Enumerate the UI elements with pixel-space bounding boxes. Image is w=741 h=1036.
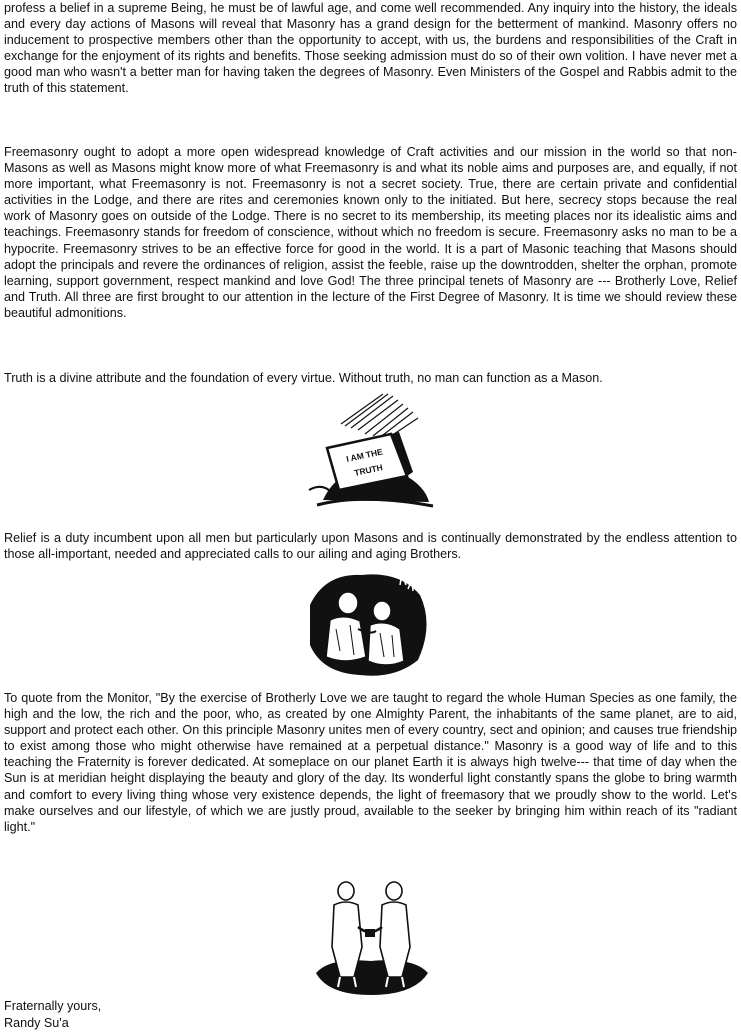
paragraph-relief: Relief is a duty incumbent upon all men but particularly upon Masons and is continually demonstrated by the endless attention to those all-important, needed and appreciated calls to our ailing and aging Brothers. — [4, 531, 737, 562]
closing-salutation: Fraternally yours, — [4, 999, 102, 1013]
paragraph-brotherly-love: To quote from the Monitor, "By the exercise of Brotherly Love we are taught to regard the whole Human Species as one family, the high and the low, the rich and the poor, who, as created by one Almighty Parent, the inhabitants of the same planet, are to aid, support and protect each other. On this principle Masonry unites men of every country, sect and opinion; and causes true friendship to exist among those who might otherwise have remained at a perpetual distance." Masonry is a good way of life and to this teaching the Fraternity is forever dedicated. At someplace on our planet Earth it is always high twelve--- that time of day when the Sun is at meridian height displaying the beauty and glory of the day. Its wonderful light constantly spans the globe to bring warmth and comfort to every living thing whose very existence depends, the light of freemasory that we proudly show to the world. Let's make ourselves and our lifestyle, of which we are justly proud, available to the seeker by bringing him within reach of its "radiant light." — [4, 691, 737, 834]
paragraph-freemasonry: Freemasonry ought to adopt a more open widespread knowledge of Craft activities and our mission in the world so that non-Masons as well as Masons might know more of what Freemasonry is and what its noble aims and purposes are, and equally, if not more important, what Freemasonry is not. Freemasonry is not a secret society. True, there are certain private and confidential activities in the Lodge, and there are rites and ceremonies known only to the initiated. But here, secrecy stops because the real work of Masonry goes on outside of the Lodge. There is no secret to its membership, its meeting places nor its idealistic aims and teachings. Freemasonry stands for freedom of conscience, without which no freedom is secure. Freemasonry asks no man to be a hypocrite. Freemasonry strives to be an effective force for good in the world. It is a part of Masonic teaching that Masons should adopt the principals and revere the ordinances of religion, assist the feeble, raise up the downtrodden, shelter the orphan, promote learning, support government, respect mankind and love God! The three principal tenets of Masonry are --- Brotherly Love, Relief and Truth. All three are first brought to our attention in the lecture of the First Degree of Masonry. It is time we should review these beautiful admonitions. — [4, 145, 737, 320]
tablet-text-line-1: I AM THE — [345, 446, 384, 464]
paragraph-membership: profess a belief in a supreme Being, he must be of lawful age, and come well recommended. Any inquiry into the history, the ideals and every day actions of Masons will reveal that Masonry has a grand design for the betterment of mankind. Masonry offers no inducement to prospective members other than the opportunity to accept, with us, the burdens and responsibilities of the Craft in exchange for the enjoyment of its rights and benefits. Those seeking admission must do so of their own volition. I have never met a good man who wasn't a better man for having taken the degrees of Masonry. Even Ministers of the Gospel and Rabbis admit to the truth of this statement. — [4, 1, 737, 96]
tablet-text-line-2: TRUTH — [353, 462, 384, 478]
brotherly-love-illustration — [310, 877, 432, 997]
truth-tablet-illustration — [303, 390, 443, 515]
paragraph-truth: Truth is a divine attribute and the foundation of every virtue. Without truth, no man can function as a Mason. — [4, 371, 603, 385]
relief-illustration — [300, 565, 435, 680]
author-name: Randy Su'a — [4, 1016, 69, 1030]
